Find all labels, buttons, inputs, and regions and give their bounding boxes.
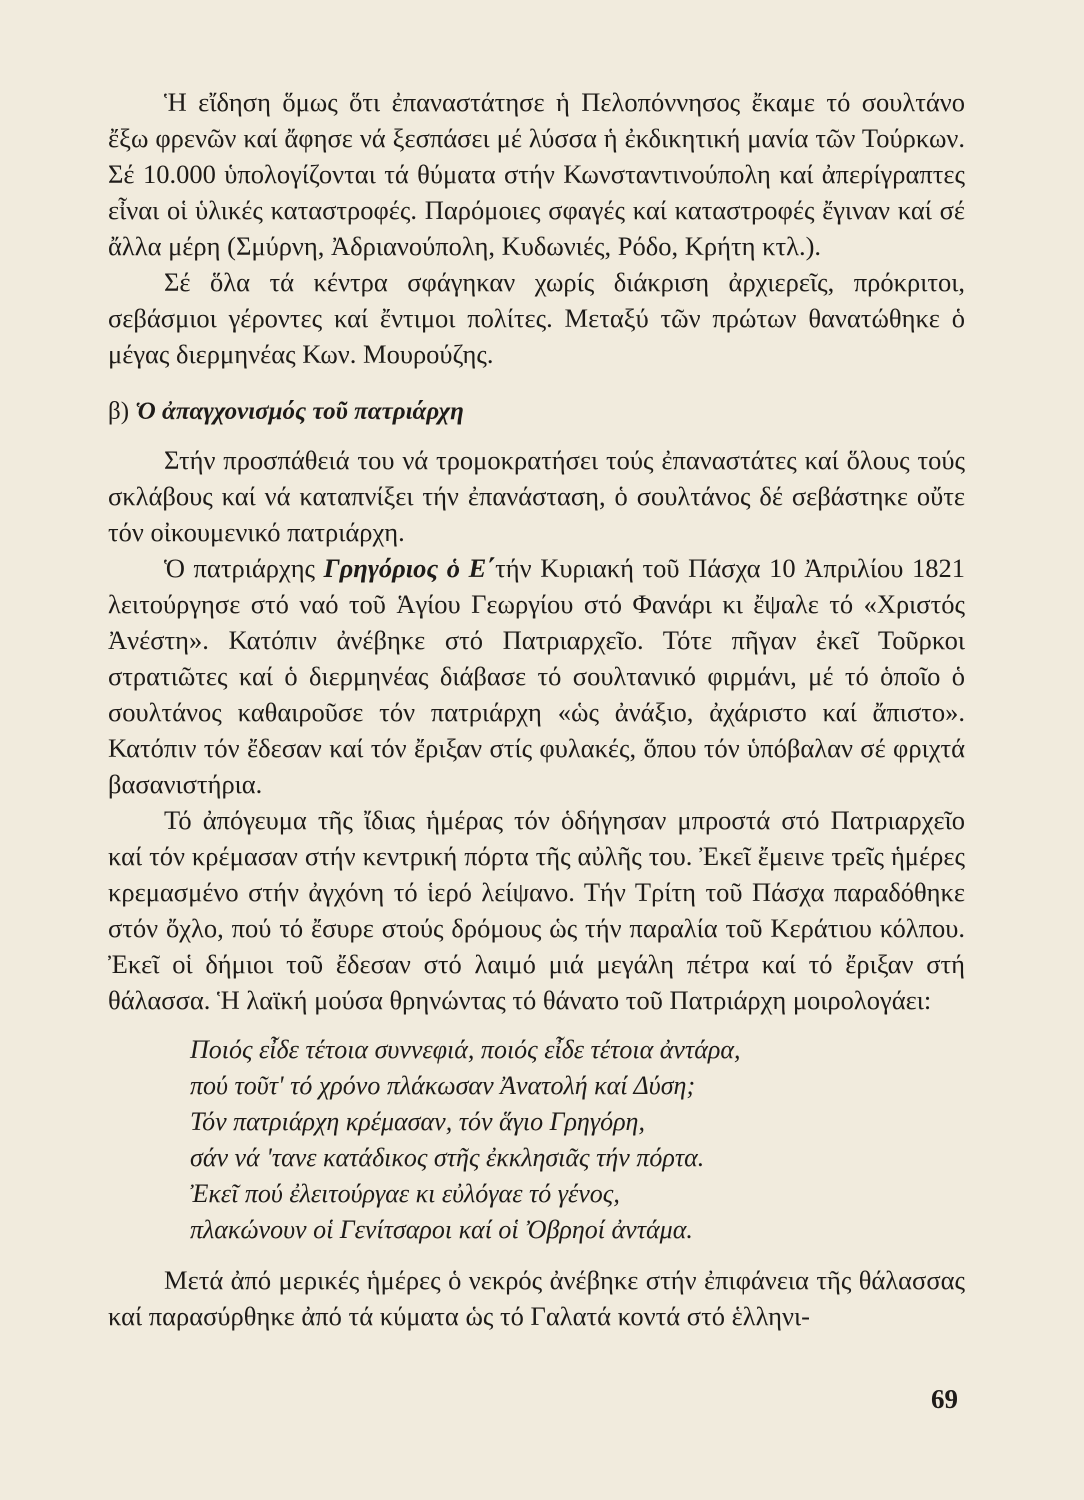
poem-line: Ἐκεῖ πού ἐλειτούργαε κι εὐλόγαε τό γένος, (190, 1179, 620, 1208)
paragraph-5: Τό ἀπόγευμα τῆς ἴδιας ἡμέρας τόν ὁδήγησαν μπροστά στό Πατριαρχεῖο καί τόν κρέμασαν στήν κεντρική πόρτα τῆς αὐλῆς του. Ἐκεῖ ἔμεινε τρεῖς ἡμέρες κρεμασμένο στήν ἀγχόνη τό ἱερό λείψανο. Τήν Τρίτη τοῦ Πάσχα παραδόθηκε στόν ὄχλο, πού τό ἔσυρε στούς δρόμους ὡς τήν παραλία τοῦ Κεράτιου κόλπου. Ἐκεῖ οἱ δήμιοι τοῦ ἔδεσαν στό λαιμό μιά μεγάλη πέτρα καί τό ἔριξαν στή θάλασσα. Ἡ λαϊκή μούσα θρηνώντας τό θάνατο τοῦ Πατριάρχη μοιρολογάει: (108, 805, 965, 1015)
poem-line: Ποιός εἶδε τέτοια συννεφιά, ποιός εἶδε τέτοια ἀντάρα, (190, 1035, 741, 1064)
paragraph-1: Ἡ εἴδηση ὅμως ὅτι ἐπαναστάτησε ἡ Πελοπόννησος ἔκαμε τό σουλτάνο ἔξω φρενῶν καί ἄφησε νά ξεσπάσει μέ λύσσα ἡ ἐκδικητική μανία τῶν Τούρκων. Σέ 10.000 ὑπολογίζονται τά θύματα στήν Κωνσταντινούπολη καί ἀπερίγραπτες εἶναι οἱ ὑλικές καταστροφές. Παρόμοιες σφαγές καί καταστροφές ἔγιναν καί σέ ἄλλα μέρη (Σμύρνη, Ἀδριανούπολη, Κυδωνιές, Ρόδο, Κρήτη κτλ.). (108, 87, 965, 261)
paragraph-3: Στήν προσπάθειά του νά τρομοκρατήσει τούς ἐπαναστάτες καί ὅλους τούς σκλάβους καί νά καταπνίξει τήν ἐπανάσταση, ὁ σουλτάνος δέ σεβάστηκε οὔτε τόν οἰκουμενικό πατριάρχη. (108, 445, 965, 547)
section-heading (108, 394, 965, 430)
section-heading-title: Ὁ ἀπαγχονισμός τοῦ πατριάρχη (135, 398, 464, 425)
poem-line: πλακώνουν οἱ Γενίτσαροι καί οἱ Ὀβρηοί ἀντάμα. (190, 1215, 693, 1244)
section-heading-label: β) (108, 398, 130, 425)
page-text (108, 84, 965, 1334)
paragraph-2: Σέ ὅλα τά κέντρα σφάγηκαν χωρίς διάκριση ἀρχιερεῖς, πρόκριτοι, σεβάσμιοι γέροντες καί ἔντιμοι πολίτες. Μεταξύ τῶν πρώτων θανατώθηκε ὁ μέγας διερμηνέας Κων. Μουρούζης. (108, 267, 965, 369)
paragraph-4-start: Ὁ πατριάρχης (164, 553, 324, 583)
patriarch-name: Γρηγόριος ὁ Ε΄ (323, 553, 496, 583)
poem-line: πού τοῦτ' τό χρόνο πλάκωσαν Ἀνατολή καί Δύση; (190, 1071, 696, 1100)
paragraph-6: Μετά ἀπό μερικές ἡμέρες ὁ νεκρός ἀνέβηκε στήν ἐπιφάνεια τῆς θάλασσας καί παρασύρθηκε ἀπό τά κύματα ὡς τό Γαλατά κοντά στό ἑλληνι- (108, 1265, 965, 1331)
poem-line: σάν νά 'τανε κατάδικος στῆς ἐκκλησιᾶς τήν πόρτα. (190, 1143, 705, 1172)
paragraph-4-rest: τήν Κυριακή τοῦ Πάσχα 10 Ἀπριλίου 1821 λειτούργησε στό ναό τοῦ Ἁγίου Γεωργίου στό Φανάρι κι ἔψαλε τό «Χριστός Ἀνέστη». Κατόπιν ἀνέβηκε στό Πατριαρχεῖο. Τότε πῆγαν ἐκεῖ Τοῦρκοι στρατιῶτες καί ὁ διερμηνέας διάβασε τό σουλτανικό φιρμάνι, μέ τό ὁποῖο ὁ σουλτάνος καθαιροῦσε τόν πατριάρχη «ὡς ἀνάξιο, ἀχάριστο καί ἄπιστο». Κατόπιν τόν ἔδεσαν καί τόν ἔριξαν στίς φυλακές, ὅπου τόν ὑπόβαλαν σέ φριχτά βασανιστήρια. (108, 553, 966, 799)
lament-poem (190, 1032, 965, 1248)
poem-line: Τόν πατριάρχη κρέμασαν, τόν ἅγιο Γρηγόρη, (190, 1107, 645, 1136)
page-number: 69 (931, 1384, 958, 1414)
paragraph-4 (108, 550, 965, 802)
